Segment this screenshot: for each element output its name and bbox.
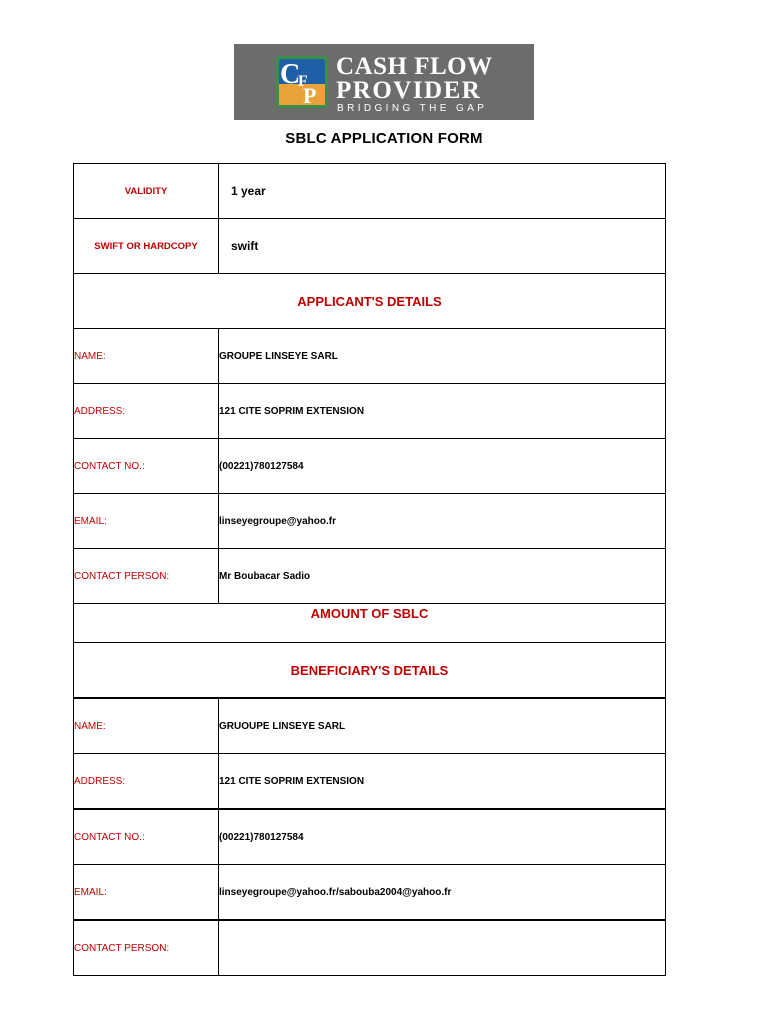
beneficiary-contact-label: CONTACT NO.: — [74, 809, 219, 865]
logo-tagline: BRIDGING THE GAP — [337, 103, 488, 114]
svg-text:F: F — [298, 73, 308, 90]
logo-line-1: CASH FLOW — [336, 53, 493, 80]
applicant-person-row — [74, 549, 666, 604]
beneficiary-contact-row — [74, 809, 666, 865]
beneficiary-person-label: CONTACT PERSON: — [74, 920, 219, 976]
validity-value[interactable]: 1 year — [219, 164, 666, 219]
logo-line-2: PROVIDER — [336, 77, 482, 104]
cfp-logo-icon — [276, 56, 328, 108]
beneficiary-name-value[interactable]: GRUOUPE LINSEYE SARL — [219, 698, 666, 754]
applicant-email-value[interactable]: linseyegroupe@yahoo.fr — [219, 494, 666, 549]
beneficiary-email-value[interactable]: linseyegroupe@yahoo.fr/sabouba2004@yahoo.fr — [219, 865, 666, 921]
beneficiary-contact-value[interactable]: (00221)780127584 — [219, 809, 666, 865]
beneficiary-address-label: ADDRESS: — [74, 754, 219, 810]
applicant-name-label: NAME: — [74, 329, 219, 384]
applicant-name-value[interactable]: GROUPE LINSEYE SARL — [219, 329, 666, 384]
beneficiary-person-row — [74, 920, 666, 976]
validity-label: VALIDITY — [74, 164, 219, 219]
delivery-value[interactable]: swift — [219, 219, 666, 274]
delivery-row — [74, 219, 666, 274]
beneficiary-address-row — [74, 754, 666, 810]
svg-text:C: C — [280, 59, 301, 90]
beneficiary-person-value[interactable] — [219, 920, 666, 976]
beneficiary-address-value[interactable]: 121 CITE SOPRIM EXTENSION — [219, 754, 666, 810]
amount-heading[interactable]: AMOUNT OF SBLC — [74, 604, 666, 643]
applicant-person-value[interactable]: Mr Boubacar Sadio — [219, 549, 666, 604]
applicant-address-value[interactable]: 121 CITE SOPRIM EXTENSION — [219, 384, 666, 439]
beneficiary-email-row — [74, 865, 666, 921]
form-title: SBLC APPLICATION FORM — [285, 130, 483, 147]
amount-row — [74, 604, 666, 643]
applicant-heading: APPLICANT'S DETAILS — [74, 274, 666, 329]
beneficiary-heading: BENEFICIARY'S DETAILS — [74, 643, 666, 699]
applicant-contact-row — [74, 439, 666, 494]
applicant-address-row — [74, 384, 666, 439]
applicant-email-row — [74, 494, 666, 549]
applicant-contact-value[interactable]: (00221)780127584 — [219, 439, 666, 494]
applicant-name-row — [74, 329, 666, 384]
company-logo — [234, 44, 534, 120]
applicant-email-label: EMAIL: — [74, 494, 219, 549]
applicant-contact-label: CONTACT NO.: — [74, 439, 219, 494]
beneficiary-name-row — [74, 698, 666, 754]
beneficiary-name-label: NAME: — [74, 698, 219, 754]
validity-row — [74, 164, 666, 219]
applicant-heading-row — [74, 274, 666, 329]
applicant-address-label: ADDRESS: — [74, 384, 219, 439]
beneficiary-heading-row — [74, 643, 666, 699]
delivery-label: SWIFT OR HARDCOPY — [74, 219, 219, 274]
applicant-person-label: CONTACT PERSON: — [74, 549, 219, 604]
beneficiary-email-label: EMAIL: — [74, 865, 219, 921]
sblc-form-table — [73, 163, 666, 976]
svg-text:P: P — [303, 83, 317, 108]
